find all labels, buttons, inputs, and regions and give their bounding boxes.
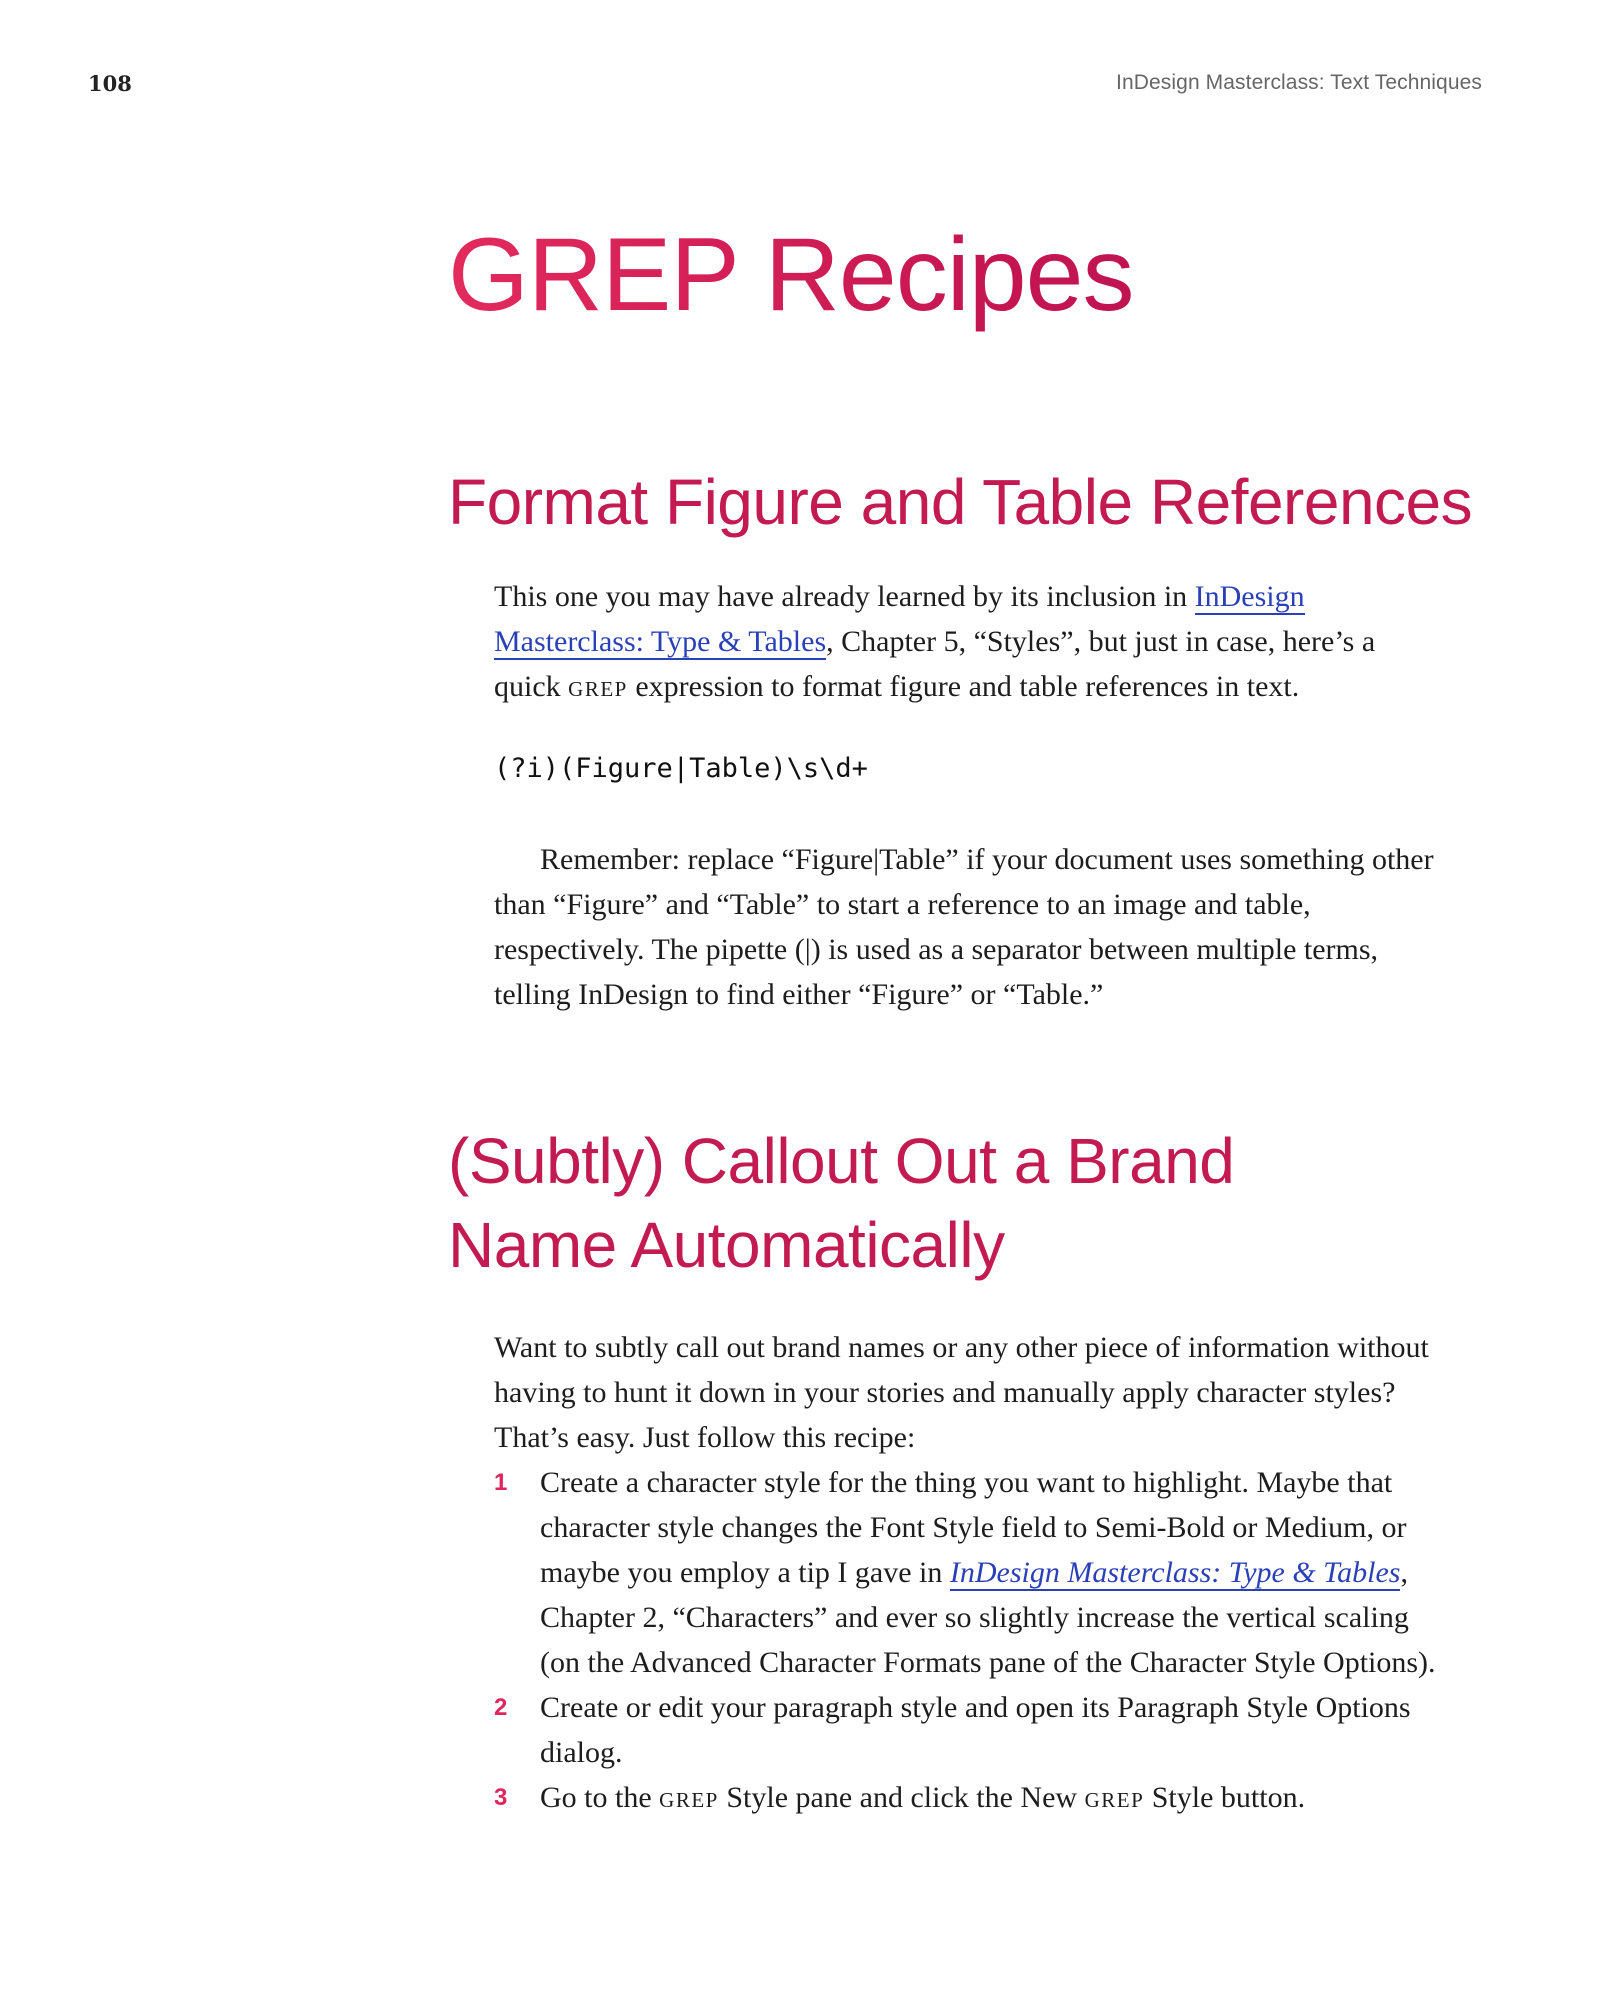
intro-text-1: This one you may have already learned by its inclusion in <box>494 580 1195 613</box>
page-header <box>88 66 1482 100</box>
running-head: InDesign Masterclass: Text Techniques <box>1116 71 1482 94</box>
step-text: Style button. <box>1144 1781 1306 1814</box>
step-text: Style pane and click the New <box>718 1781 1085 1814</box>
main-content <box>448 210 1488 1820</box>
remember-paragraph: Remember: replace “Figure|Table” if your document uses something other than “Figure” and “Table” to start a reference to an image and table, respectively. The pipette (|) is used as a separator between multiple terms, telling InDesign to find either “Figure” or “Table.” <box>494 843 1434 1011</box>
section1-intro-paragraph <box>494 574 1444 709</box>
book-link-type-tables[interactable]: InDesign Masterclass: Type & Tables <box>494 580 1305 658</box>
grep-term: grep <box>1084 1781 1145 1814</box>
section2-body <box>494 1325 1444 1820</box>
grep-term: grep <box>568 670 628 703</box>
grep-code-expression: (?i)(Figure|Table)\s\d+ <box>494 753 868 784</box>
list-item <box>494 1775 1444 1820</box>
step-number: 2 <box>494 1694 508 1721</box>
book-link-type-tables-italic[interactable]: InDesign Masterclass: Type & Tables <box>949 1556 1401 1589</box>
page-number: 108 <box>88 70 132 96</box>
intro-text-2: , Chapter 5, “Styles”, but just in case, here’s a quick <box>494 625 1376 703</box>
section-title-figure-table-references: Format Figure and Table References <box>448 466 1473 538</box>
step-text: Create a character style for the thing you want to highlight. Maybe that character style changes the Font Style field to Semi-Bold or Medium, or maybe you employ a tip I gave in <box>540 1466 1407 1589</box>
step-text: Go to the <box>540 1781 660 1814</box>
step-text: , Chapter 2, “Characters” and ever so slightly increase the vertical scaling (on the Advanced Character Formats pane of the Character Style Options). <box>540 1556 1436 1679</box>
grep-term: grep <box>659 1781 719 1814</box>
step-text: Create or edit your paragraph style and open its Paragraph Style Options dialog. <box>540 1691 1411 1769</box>
list-item <box>494 1460 1444 1685</box>
step-number: 1 <box>494 1469 508 1496</box>
section1-body <box>494 574 1444 709</box>
section2-intro-paragraph: Want to subtly call out brand names or any other piece of information without having to hunt it down in your stories and manually apply character styles? That’s easy. Just follow this recipe: <box>494 1331 1429 1454</box>
chapter-title: GREP Recipes <box>448 210 1488 340</box>
intro-text-3: expression to format figure and table references in text. <box>627 670 1300 703</box>
section-title-brand-name-callout: (Subtly) Callout Out a Brand Name Automatically <box>448 1125 1235 1281</box>
list-item <box>494 1685 1444 1775</box>
section1-remember-block <box>494 837 1444 1017</box>
step-number: 3 <box>494 1784 508 1811</box>
recipe-steps-list <box>494 1460 1444 1820</box>
